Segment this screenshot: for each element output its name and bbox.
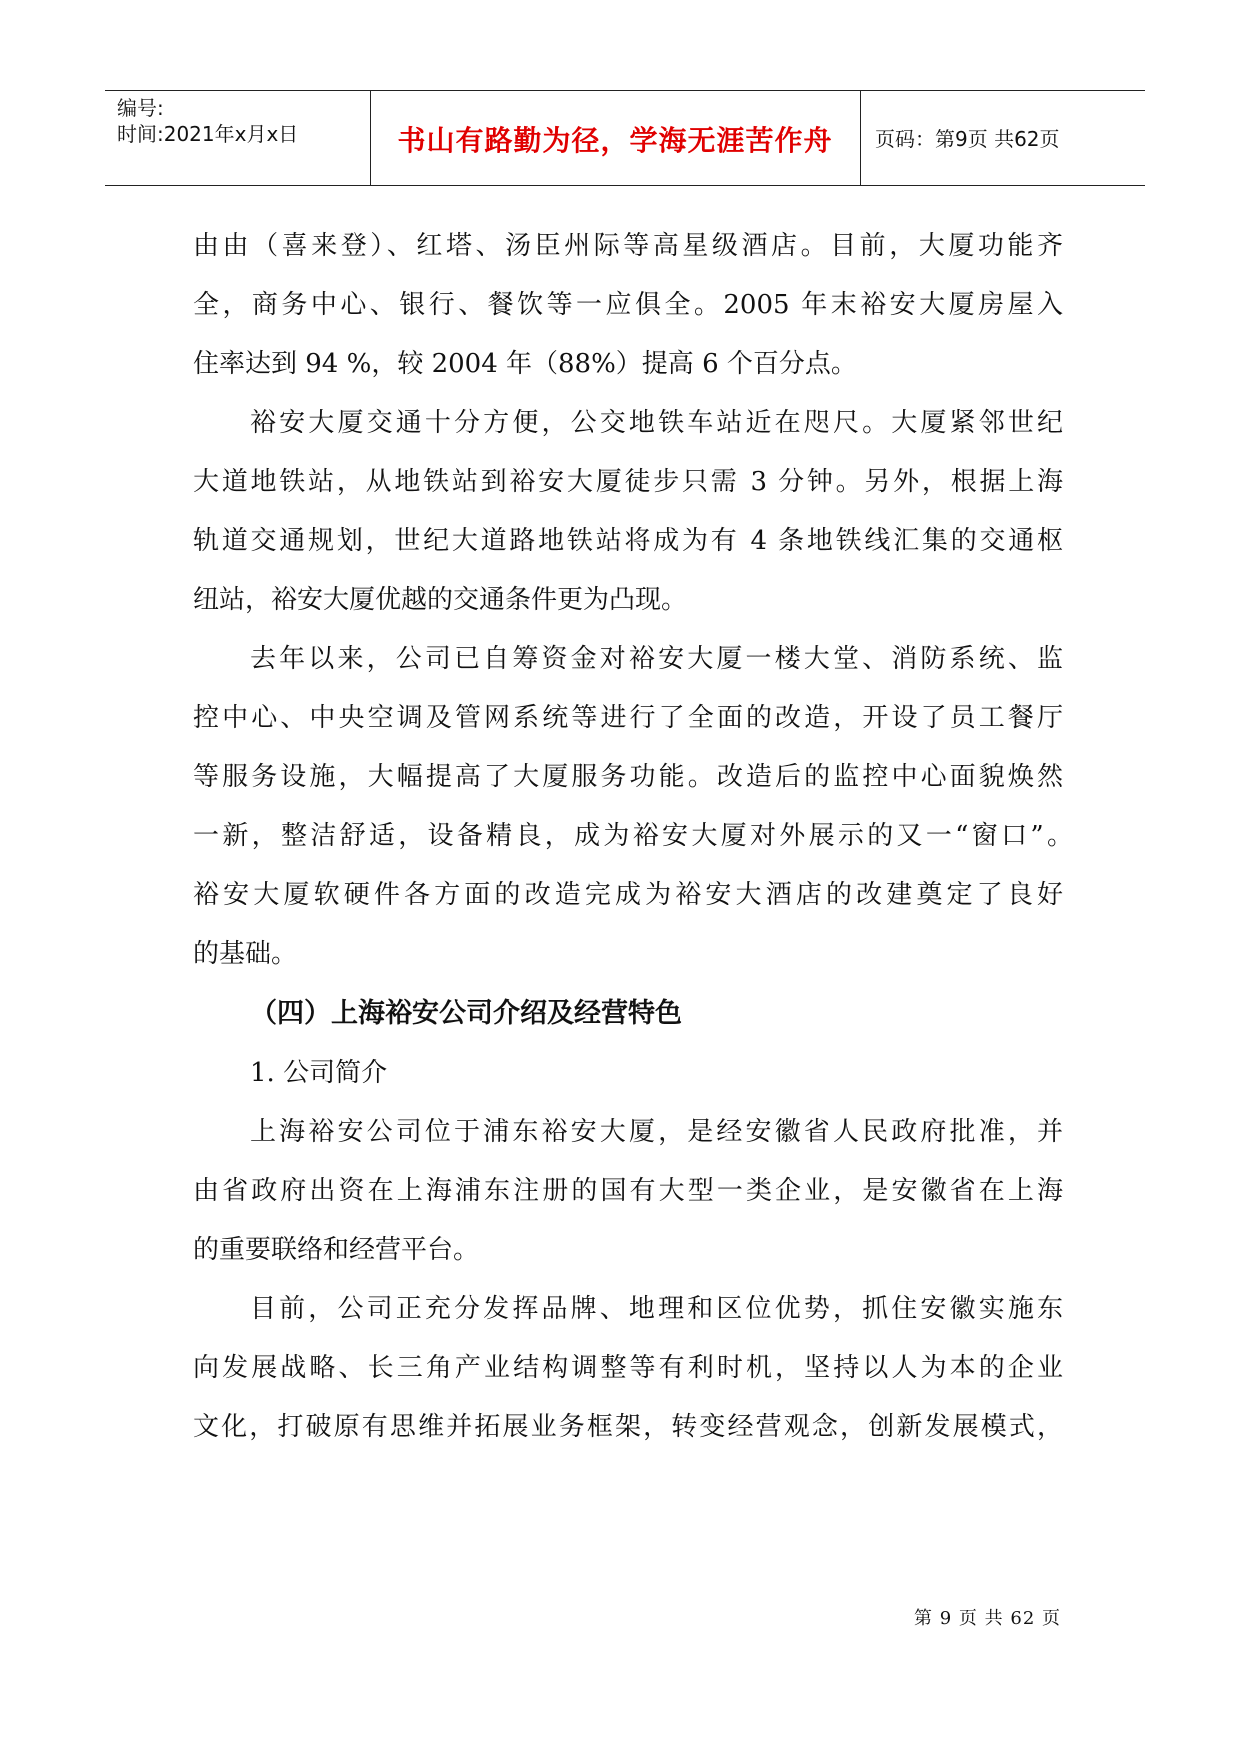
body-line: 由由（喜来登）、红塔、汤臣州际等高星级酒店。目前，大厦功能齐 — [193, 231, 1063, 261]
header-page-cell — [860, 91, 1145, 185]
body-line: 向发展战略、长三角产业结构调整等有利时机，坚持以人为本的企业 — [193, 1353, 1063, 1383]
subsection-heading: 1. 公司简介 — [250, 1058, 388, 1088]
body-line: 全，商务中心、银行、餐饮等一应俱全。2005 年末裕安大厦房屋入 — [193, 290, 1063, 320]
body-line: 裕安大厦交通十分方便，公交地铁车站近在咫尺。大厦紧邻世纪 — [250, 408, 1063, 438]
header-meta-cell — [105, 91, 371, 185]
document-time-label: 时间:2021年x月x日 — [117, 122, 299, 146]
body-line: 由省政府出资在上海浦东注册的国有大型一类企业，是安徽省在上海 — [193, 1176, 1063, 1206]
body-line: 控中心、中央空调及管网系统等进行了全面的改造，开设了员工餐厅 — [193, 703, 1063, 733]
body-line: 上海裕安公司位于浦东裕安大厦，是经安徽省人民政府批准，并 — [250, 1117, 1063, 1147]
body-line: 一新，整洁舒适，设备精良，成为裕安大厦对外展示的又一“窗口”。 — [193, 821, 1073, 851]
body-line: 轨道交通规划，世纪大道路地铁站将成为有 4 条地铁线汇集的交通枢 — [193, 526, 1063, 556]
section-heading: （四）上海裕安公司介绍及经营特色 — [250, 998, 682, 1029]
body-line: 文化，打破原有思维并拓展业务框架，转变经营观念，创新发展模式， — [193, 1412, 1063, 1442]
header-motto: 书山有路勤为径，学海无涯苦作舟 — [397, 124, 833, 157]
body-line: 的重要联络和经营平台。 — [193, 1235, 480, 1265]
body-line: 纽站，裕安大厦优越的交通条件更为凸现。 — [193, 585, 688, 615]
body-line: 住率达到 94 %，较 2004 年（88%）提高 6 个百分点。 — [193, 349, 857, 379]
header-motto-cell — [370, 91, 861, 185]
body-line: 裕安大厦软硬件各方面的改造完成为裕安大酒店的改建奠定了良好 — [193, 880, 1063, 910]
body-line: 目前，公司正充分发挥品牌、地理和区位优势，抓住安徽实施东 — [250, 1294, 1063, 1324]
document-number-label: 编号: — [117, 96, 164, 120]
body-line: 等服务设施，大幅提高了大厦服务功能。改造后的监控中心面貌焕然 — [193, 762, 1063, 792]
page-header — [105, 90, 1145, 186]
body-line: 去年以来，公司已自筹资金对裕安大厦一楼大堂、消防系统、监 — [250, 644, 1063, 674]
body-line: 大道地铁站，从地铁站到裕安大厦徒步只需 3 分钟。另外，根据上海 — [193, 467, 1063, 497]
body-line: 的基础。 — [193, 939, 298, 969]
page-footer: 第 9 页 共 62 页 — [914, 1608, 1061, 1629]
header-page-info: 页码：第9页 共62页 — [875, 127, 1060, 151]
